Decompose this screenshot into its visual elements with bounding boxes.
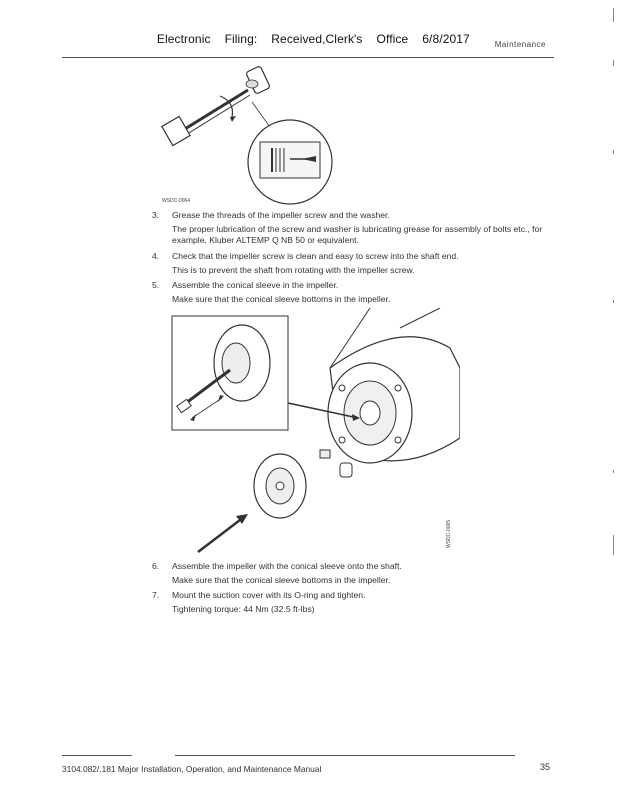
step-number: 3. [152,210,160,220]
filing-stamp [150,18,484,46]
stamp-word: Filing: [224,32,258,46]
step-text: Assemble the impeller with the conical sleeve onto the shaft. [172,561,402,571]
stamp-word: 6/8/2017 [422,32,470,46]
scan-artifact [613,8,614,22]
stamp-word: Office [376,32,409,46]
section-title: Maintenance [494,40,546,49]
step-3 [152,210,552,220]
step-4 [152,251,552,261]
step-number: 7. [152,590,160,600]
step-text: Check that the impeller screw is clean and easy to screw into the shaft end. [172,251,459,261]
figure-code: WSDC-0064 [162,198,191,204]
step-number: 5. [152,280,160,290]
footer-rule [62,755,132,756]
step-7 [152,590,552,600]
figure-code: WSDC-0065 [446,519,452,548]
stamp-word: Electronic [156,32,211,46]
step-4-note: This is to prevent the shaft from rotating with the impeller screw. [172,265,415,275]
scan-artifact [613,150,614,154]
step-text: Mount the suction cover with its O-ring and tighten. [172,590,366,600]
stamp-word: Received,Clerk's [271,32,363,46]
page-number: 35 [540,762,551,772]
step-6-note: Make sure that the conical sleeve bottoms in the impeller. [172,575,391,585]
scan-artifact [613,535,614,555]
impeller-screw-figure [160,62,360,207]
impeller-assembly-figure [170,308,460,560]
step-text: Assemble the conical sleeve in the impeller. [172,280,339,290]
step-7-note: Tightening torque: 44 Nm (32.5 ft-lbs) [172,604,315,614]
step-number: 6. [152,561,160,571]
footer-manual-title: 3104.082/.181 Major Installation, Operation, and Maintenance Manual [62,764,322,774]
scan-artifact [613,60,614,66]
step-number: 4. [152,251,160,261]
step-6 [152,561,552,571]
header-rule [62,57,554,58]
step-5-note: Make sure that the conical sleeve bottoms in the impeller. [172,294,391,304]
scan-artifact [613,300,614,303]
scan-artifact [613,470,614,473]
step-3-note: The proper lubrication of the screw and washer is lubricating grease for assembly of bolts etc., for example, Kluber ALTEMP Q NB 50 or equivalent. [172,224,543,245]
footer-rule [175,755,515,756]
step-5 [152,280,552,290]
step-text: Grease the threads of the impeller screw and the washer. [172,210,390,220]
